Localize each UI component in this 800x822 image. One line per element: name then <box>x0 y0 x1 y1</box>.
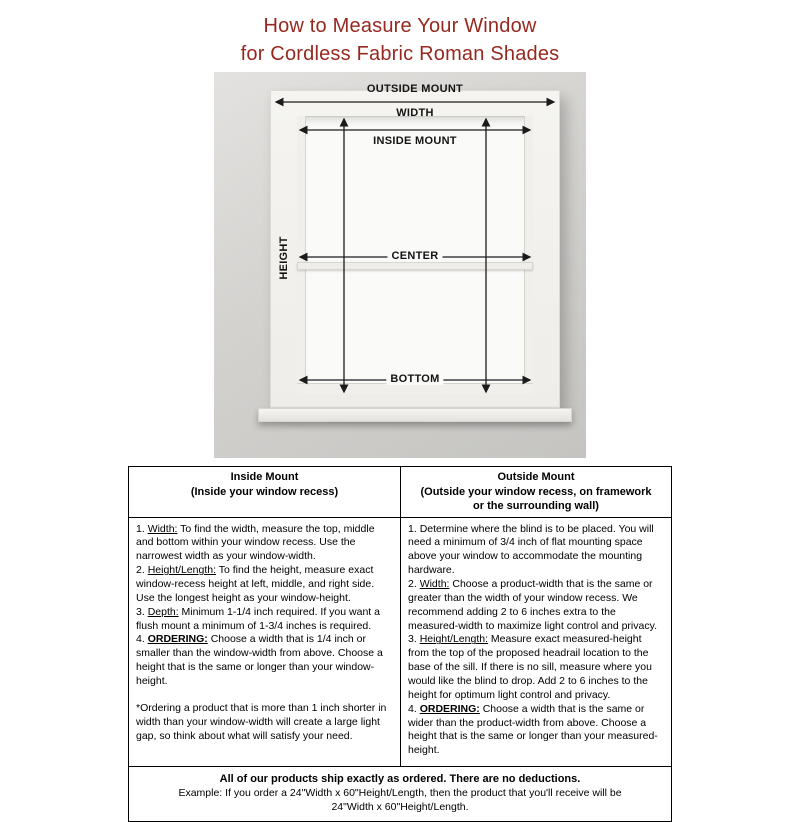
inside-mount-header-sub: (Inside your window recess) <box>190 485 339 498</box>
outside-mount-header <box>400 467 671 518</box>
outside-mount-instructions <box>400 518 671 768</box>
item-text: Choose a width that is 1/4 inch or smaller than the window-width from above. Choose a height that is the same or longer than your window-height. <box>136 633 383 687</box>
inside-mount-label: INSIDE MOUNT <box>369 135 461 147</box>
instruction-item <box>136 606 393 634</box>
width-label: WIDTH <box>396 107 434 119</box>
inside-mount-instructions <box>129 518 400 768</box>
example-line1: Example: If you order a 24"Width x 60"Height/Length, then the product that you'll receive will be <box>178 786 622 799</box>
table-footer <box>129 767 671 821</box>
outside-mount-label: OUTSIDE MOUNT <box>366 83 464 95</box>
item-number: 2. <box>408 577 420 590</box>
instruction-item <box>136 523 393 565</box>
item-term: Height/Length: <box>147 564 216 577</box>
no-deductions-statement: All of our products ship exactly as ordered. There are no deductions. <box>219 773 581 786</box>
page-title <box>0 0 800 68</box>
instruction-item <box>408 523 664 578</box>
item-number: 3. <box>408 633 420 646</box>
outside-mount-header-title: Outside Mount <box>497 471 575 483</box>
item-text: Choose a width that is the same or wider than the product-width from above. Choose a height that is the same or longer than your measured-height. <box>408 702 658 757</box>
instruction-item <box>136 633 393 688</box>
item-term: ORDERING: <box>147 633 208 646</box>
item-text: Choose a product-width that is the same or greater than the width of your window recess. We recommend adding 2 to 6 inches extra to the measured-width to maximize light control and privacy. <box>408 577 657 632</box>
item-number: 2. <box>136 564 148 577</box>
item-number: 1. <box>408 522 420 535</box>
instruction-item <box>408 703 664 758</box>
measurement-arrows <box>214 72 586 458</box>
item-text: To find the width, measure the top, middle and bottom within your window recess. Use the narrowest width as your window-width. <box>136 522 375 563</box>
table-body-row <box>129 518 671 768</box>
instruction-item <box>408 633 664 702</box>
item-number: 4. <box>408 702 420 715</box>
bottom-label: BOTTOM <box>386 373 443 385</box>
inside-mount-header <box>129 467 400 518</box>
ordering-note: *Ordering a product that is more than 1 inch shorter in width than your window-width will create a large light gap, so think about what will satisfy your need. <box>136 701 387 742</box>
instruction-item <box>136 564 393 606</box>
center-label: CENTER <box>387 250 442 262</box>
item-number: 4. <box>136 633 148 646</box>
inside-mount-header-title: Inside Mount <box>230 471 299 483</box>
outside-mount-header-sub: (Outside your window recess, on framework or the surrounding wall) <box>420 485 652 513</box>
item-text: To find the height, measure exact window-recess height at left, middle, and right side. Use the longest height as your window-height. <box>136 564 375 604</box>
page-title-line1: How to Measure Your Window <box>263 15 537 37</box>
instruction-item <box>408 578 664 633</box>
example-line2: 24"Width x 60"Height/Length. <box>331 800 469 813</box>
item-term: Width: <box>419 577 450 590</box>
page-title-line2: for Cordless Fabric Roman Shades <box>240 43 560 65</box>
item-text: Minimum 1-1/4 inch required. If you want a flush mount a minimum of 1-3/4 inches is required. <box>136 605 380 632</box>
item-text: Measure exact measured-height from the top of the proposed headrail location to the base of the sill. If there is no sill, measure where you would like the blind to drop. Add 2 to 6 inches to the height for optimum light control and privacy. <box>408 633 652 701</box>
height-label: HEIGHT <box>278 236 290 280</box>
measurement-table <box>128 466 672 822</box>
item-number: 3. <box>136 605 148 618</box>
table-header-row <box>129 467 671 518</box>
item-term: Depth: <box>147 605 179 618</box>
item-term: ORDERING: <box>419 702 480 715</box>
window-diagram <box>214 72 586 458</box>
item-term: Height/Length: <box>419 633 488 646</box>
item-number: 1. <box>136 522 148 535</box>
item-term: Width: <box>147 522 178 535</box>
item-text: Determine where the blind is to be placed. You will need a minimum of 3/4 inch of flat mounting space above your window to accommodate the mounting hardware. <box>408 522 654 577</box>
